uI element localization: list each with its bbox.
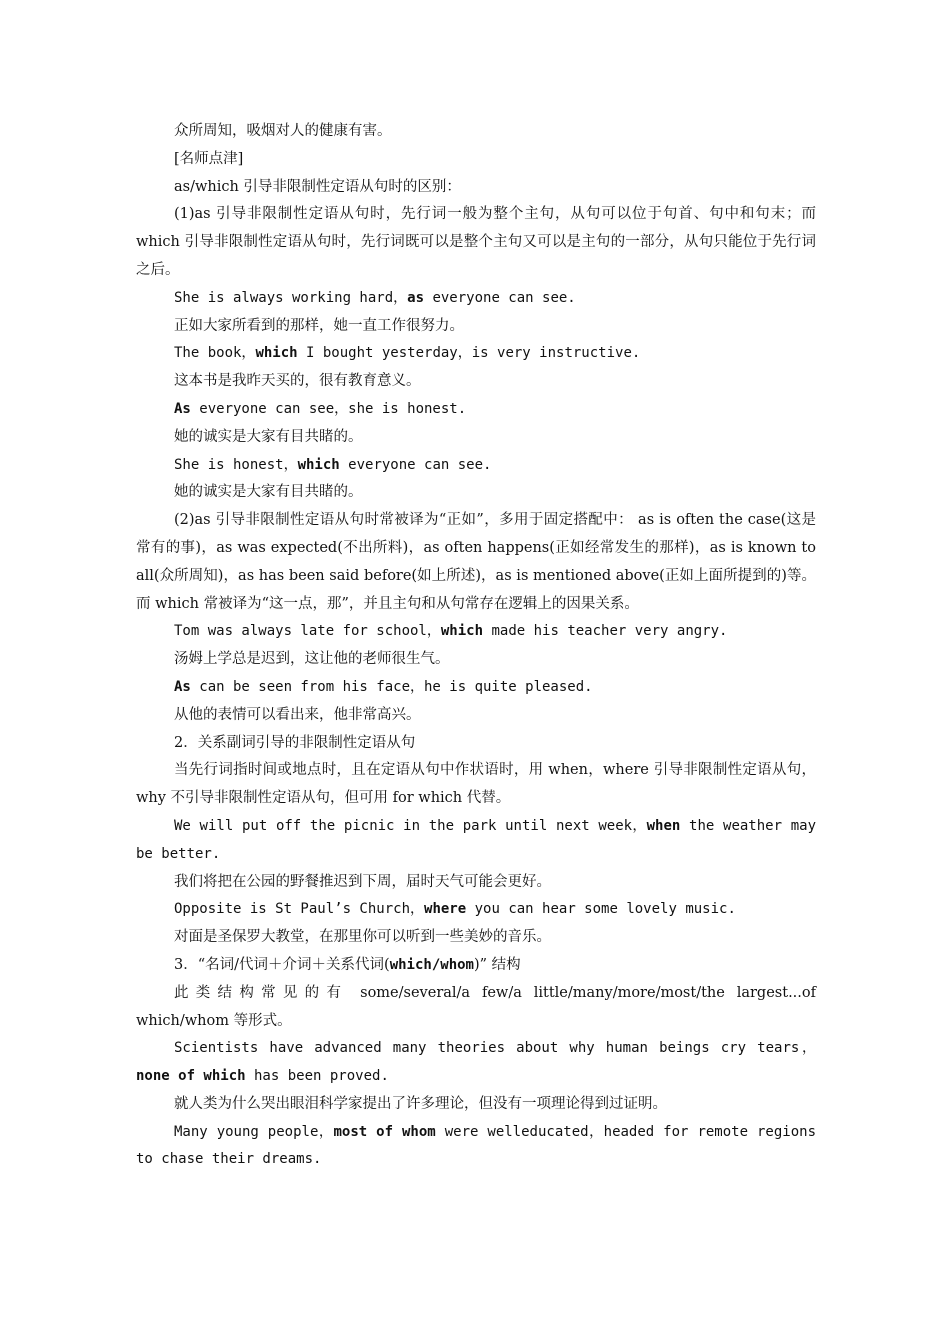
example-sentence: The book，which I bought yesterday，is very instructive.: [174, 345, 641, 362]
section-2-rule: 当先行词指时间或地点时，且在定语从句中作状语时，用 when，where 引导非限制性定语从句，why 不引导非限制性定语从句，但可用 for which 代替。: [136, 762, 816, 807]
rule-1: (1)as 引导非限制性定语从句时，先行词一般为整个主句，从句可以位于句首、句中和句末；而 which 引导非限制性定语从句时，先行词既可以是整个主句又可以是主句的一部分，从句只能位于先行词之后。: [136, 206, 816, 278]
difference-title: as/which 引导非限制性定语从句时的区别：: [174, 178, 461, 195]
example-translation: 就人类为什么哭出眼泪科学家提出了许多理论，但没有一项理论得到过证明。: [174, 1095, 667, 1112]
example-sentence: We will put off the picnic in the park until next week，when the weather may be better.: [136, 817, 817, 862]
document-page: [136, 118, 816, 1174]
example-sentence: She is always working hard，as everyone can see.: [174, 289, 576, 306]
example-translation: 她的诚实是大家有目共睹的。: [174, 428, 363, 445]
example-sentence: As everyone can see，she is honest.: [174, 400, 467, 417]
example-sentence: Tom was always late for school，which made his teacher very angry.: [174, 623, 728, 640]
example-sentence: Opposite is St Paul’s Church，where you can hear some lovely music.: [174, 901, 736, 918]
intro-translation: 众所周知，吸烟对人的健康有害。: [174, 123, 392, 139]
section-2-title: 2．关系副词引导的非限制性定语从句: [174, 734, 416, 751]
section-3-title: 3．“名词/代词＋介词＋关系代词(which/whom)” 结构: [174, 956, 521, 973]
rule-2: (2)as 引导非限制性定语从句时常被译为“正如”，多用于固定搭配中： as is often the case(这是常有的事)，as was expected(不出所料)，as often happens(正如经常发生的那样)，as is known to all(众所周知)，as has been said before(如上所述)，as is mentioned above(正如上面所提到的)等。而 which 常被译为“这一点，那”，并且主句和从句常存在逻辑上的因果关系。: [136, 512, 816, 612]
example-sentence: Scientists have advanced many theories about why human beings cry tears，none of which has been proved.: [136, 1040, 816, 1085]
example-translation: 从他的表情可以看出来，他非常高兴。: [174, 706, 421, 723]
example-translation: 正如大家所看到的那样，她一直工作很努力。: [174, 317, 464, 334]
example-translation: 我们将把在公园的野餐推迟到下周，届时天气可能会更好。: [174, 873, 551, 890]
example-translation: 汤姆上学总是迟到，这让他的老师很生气。: [174, 651, 450, 668]
example-sentence: She is honest，which everyone can see.: [174, 456, 492, 473]
example-sentence: Many young people，most of whom were welleducated，headed for remote regions to chase their dreams.: [136, 1123, 816, 1168]
example-translation: 她的诚实是大家有目共睹的。: [174, 484, 363, 501]
tip-heading: [名师点津]: [174, 150, 244, 167]
example-translation: 这本书是我昨天买的，很有教育意义。: [174, 373, 421, 390]
example-sentence: As can be seen from his face，he is quite pleased.: [174, 678, 593, 695]
example-translation: 对面是圣保罗大教堂，在那里你可以听到一些美妙的音乐。: [174, 929, 551, 946]
section-3-rule: 此类结构常见的有 some/several/a few/a little/many/more/most/the largest...of which/whom 等形式。: [136, 984, 816, 1029]
